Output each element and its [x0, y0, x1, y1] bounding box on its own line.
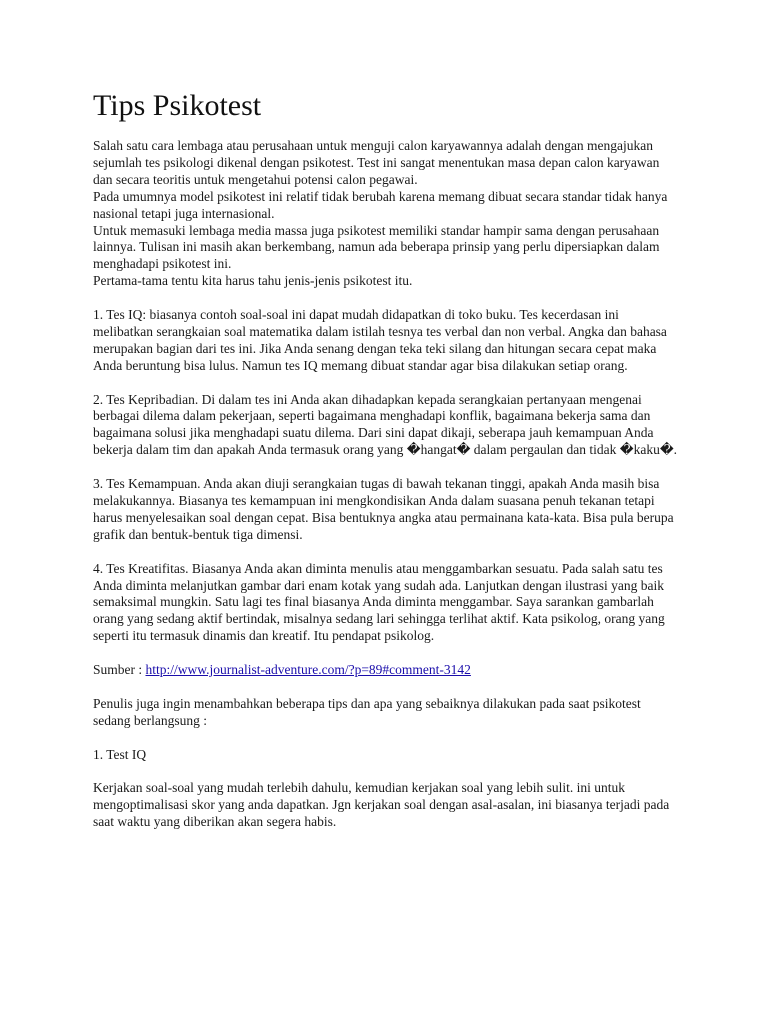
section-tes-kepribadian: 2. Tes Kepribadian. Di dalam tes ini Anda akan dihadapkan kepada serangkaian pertanyaan mengenai berbagai dilema dalam pekerjaan, seperti bagaimana menghadapi konflik, bagaimana bekerja sama dan bagaimana solusi jika menghadapi suatu dilema. Dari sini dapat dikaji, seberapa jauh kemampuan Anda bekerja dalam tim dan apakah Anda termasuk orang yang �hangat� dalam pergaulan dan tidak �kaku�.	[93, 391, 678, 458]
source-line	[93, 662, 678, 679]
document-page	[93, 88, 678, 831]
page-title: Tips Psikotest	[93, 89, 262, 122]
addendum-paragraph: Penulis juga ingin menambahkan beberapa tips dan apa yang sebaiknya dilakukan pada saat psikotest sedang berlangsung :	[93, 695, 641, 728]
intro-paragraph-4: Pertama-tama tentu kita harus tahu jenis-jenis psikotest itu.	[93, 273, 413, 289]
section-tes-iq: 1. Tes IQ: biasanya contoh soal-soal ini dapat mudah didapatkan di toko buku. Tes kecerdasan ini melibatkan serangkaian soal matematika dalam istilah tesnya tes verbal dan non verbal. Angka dan bahasa merupakan bagian dari tes ini. Jika Anda senang dengan teka teki silang dan hitungan secara cepat maka Anda beruntung bisa lulus. Namun tes IQ memang dibuat standar agar bisa dilakukan setiap orang.	[93, 307, 667, 373]
intro-paragraph-2: Pada umumnya model psikotest ini relatif tidak berubah karena memang dibuat secara standar tidak hanya nasional tetapi juga internasional.	[93, 188, 668, 221]
intro-block	[93, 138, 678, 290]
section-tes-kreatifitas: 4. Tes Kreatifitas. Biasanya Anda akan diminta menulis atau menggambarkan sesuatu. Pada salah satu tes Anda diminta melanjutkan gambar dari enam kotak yang sudah ada. Lanjutkan dengan ilustrasi yang baik semaksimal mungkin. Satu lagi tes final biasanya Anda diminta menggambar. Saya sarankan gambarlah orang yang sedang aktif bertindak, misalnya sedang lari sehingga terlihat aktif. Kata psikolog, orang yang seperti itu termasuk dinamis dan kreatif. Itu pendapat psikolog.	[93, 560, 665, 644]
subheading-test-iq: 1. Test IQ	[93, 746, 147, 762]
intro-paragraph-1: Salah satu cara lembaga atau perusahaan untuk menguji calon karyawannya adalah dengan mengajukan sejumlah tes psikologi dikenal dengan psikotest. Test ini sangat menentukan masa depan calon karyawan dan secara teoritis untuk mengetahui potensi calon pegawai.	[93, 138, 660, 187]
source-link[interactable]: http://www.journalist-adventure.com/?p=89#comment-3142	[145, 662, 471, 678]
intro-paragraph-3: Untuk memasuki lembaga media massa juga psikotest memiliki standar hampir sama dengan perusahaan lainnya. Tulisan ini masih akan berkembang, namun ada beberapa prinsip yang perlu dipersiapkan dalam menghadapi psikotest ini.	[93, 222, 660, 272]
source-label: Sumber :	[93, 662, 146, 678]
final-paragraph: Kerjakan soal-soal yang mudah terlebih dahulu, kemudian kerjakan soal yang lebih sulit. ini untuk mengoptimalisasi skor yang anda dapatkan. Jgn kerjakan soal dengan asal-asalan, ini biasanya terjadi pada saat waktu yang diberikan akan segera habis.	[93, 780, 670, 830]
section-tes-kemampuan: 3. Tes Kemampuan. Anda akan diuji serangkaian tugas di bawah tekanan tinggi, apakah Anda masih bisa melakukannya. Biasanya tes kemampuan ini mengkondisikan Anda dalam suasana penuh tekanan tetapi harus menyelesaikan soal dengan cepat. Bisa bentuknya angka atau permainana kata-kata. Bisa pula berupa grafik dan bentuk-bentuk tiga dimensi.	[93, 476, 674, 542]
